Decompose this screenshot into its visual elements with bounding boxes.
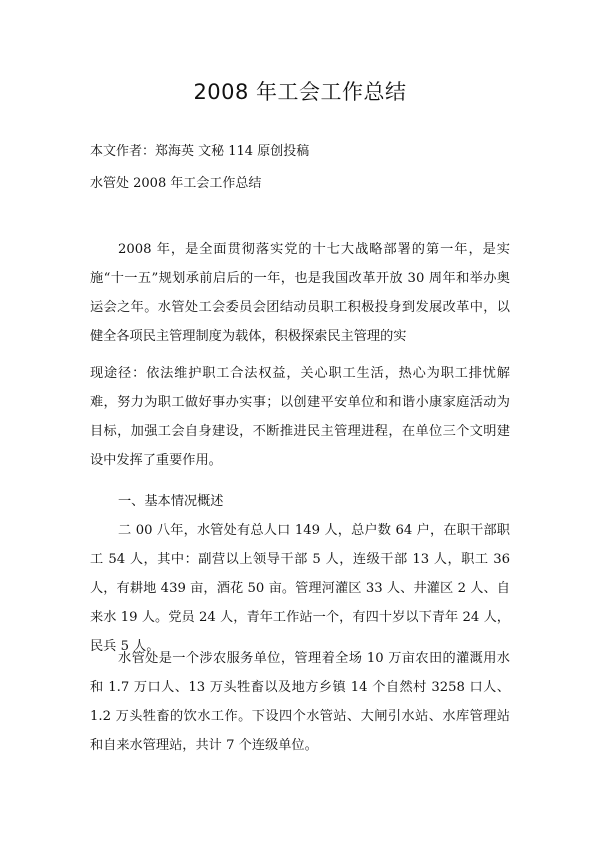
author-line: 本文作者：郑海英 文秘 114 原创投稿 — [90, 144, 310, 159]
section-heading-overview: 一、基本情况概述 — [118, 494, 224, 509]
document-title: 2008 年工会工作总结 — [193, 80, 407, 104]
body-paragraph-statistics: 二 00 八年，水管处有总人口 149 人，总户数 64 户，在职干部职工 54 人，其中：副营以上领导干部 5 人，连级干部 13 人，职工 36 人，有耕地 439 亩，酒花 50 亩。管理河灌区 33 人、井灌区 2 人、自来水 19 人。党员 24 人，青年工作站一个，有四十岁以下青年 24 人，民兵 5 人。 — [90, 523, 510, 654]
body-paragraph-intro: 2008 年，是全面贯彻落实党的十七大战略部署的第一年，是实施“十一五”规划承前启后的一年，也是我国改革开放 30 周年和举办奥运会之年。水管处工会委员会团结动员职工积极投身到发展改革中，以健全各项民主管理制度为载体，积极探索民主管理的实 — [90, 242, 510, 344]
body-paragraph-intro-continued: 现途径：依法维护职工合法权益，关心职工生活，热心为职工排忧解难，努力为职工做好事办实事；以创建平安单位和和谐小康家庭活动为目标，加强工会自身建设，不断推进民主管理进程，在单位三个文明建设中发挥了重要作用。 — [90, 366, 510, 468]
body-paragraph-services: 水管处是一个涉农服务单位，管理着全场 10 万亩农田的灌溉用水和 1.7 万口人、13 万头牲畜以及地方乡镇 14 个自然村 3258 口人、1.2 万头牲畜的饮水工作。下设四个水管站、大闸引水站、水库管理站和自来水管理站，共计 7 个连级单位。 — [90, 651, 510, 753]
document-subtitle: 水管处 2008 年工会工作总结 — [90, 176, 262, 191]
